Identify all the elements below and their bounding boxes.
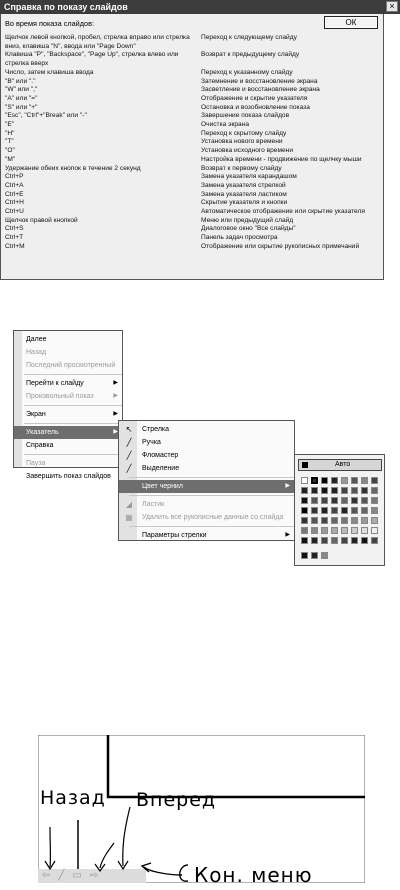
menu-item-label: Ручка [142,439,161,446]
shortcut-action: Установка исходного времени [201,147,293,155]
shortcut-row [5,156,383,165]
color-swatch[interactable] [311,507,318,514]
shortcut-action: Замена указателя стрелкой [201,181,286,189]
shortcut-key: "W" или "," [5,86,38,94]
previous-slide-icon[interactable]: ⇦ [42,870,51,881]
menu-item [14,346,122,359]
menu-item-label: Ластик [142,501,165,508]
shortcut-key: Число, затем клавиша ввода [5,68,94,76]
shortcut-row [5,95,383,104]
shortcut-row [5,225,383,234]
color-swatch[interactable] [301,477,308,484]
highlighter-icon: ╱ [126,464,132,473]
shortcut-key: Щелчок правой кнопкой [5,216,78,224]
pointer-submenu [118,420,295,541]
color-swatch[interactable] [301,527,308,534]
shortcut-row [5,173,383,182]
submenu-arrow-icon: ▶ [285,532,290,538]
color-swatch[interactable] [371,517,378,524]
shortcut-key: Клавиша "P", "Backspace", "Page Up", стрелка влево или стрелка вверх [5,51,179,68]
color-swatch[interactable] [351,487,358,494]
color-swatch[interactable] [331,507,338,514]
shortcut-key: Щелчок левой кнопкой, пробел, стрелка вправо или стрелка вниз, клавиша "N", ввода или "Page Down" [5,34,190,50]
color-swatch[interactable] [361,477,368,484]
auto-color-label: Авто [335,461,351,468]
auto-color-button[interactable] [298,459,382,471]
ink-color-palette [294,454,385,566]
shortcut-action: Затемнение и восстановление экрана [201,77,318,85]
end-menu-label: Кон. меню [194,863,313,887]
pen-tool-icon[interactable]: ╱ [58,870,65,881]
color-swatch[interactable] [321,497,328,504]
menu-item [14,359,122,372]
color-swatch[interactable] [311,477,318,484]
menu-item-label: Параметры стрелки [142,532,207,539]
color-swatch[interactable] [371,527,378,534]
color-swatch[interactable] [311,537,318,544]
menu-item [14,457,122,470]
color-swatch[interactable] [311,517,318,524]
color-swatch[interactable] [351,507,358,514]
color-swatch[interactable] [311,487,318,494]
recent-color-swatch[interactable] [301,552,308,559]
shortcut-key: "B" или "." [5,77,36,85]
menu-item[interactable] [119,480,294,493]
shortcut-row [5,86,383,95]
shortcut-key: "S" или "+" [5,103,38,111]
color-swatch[interactable] [301,507,308,514]
shortcut-action: Замена указателя карандашом [201,173,297,181]
color-swatch[interactable] [341,537,348,544]
close-button[interactable]: × [386,1,398,12]
shortcut-action: Диалоговое окно "Все слайды" [201,225,296,233]
color-swatch[interactable] [361,497,368,504]
shortcut-row [5,217,383,226]
felt-pen-icon: ╱ [126,451,132,460]
shortcut-row [5,112,383,121]
shortcut-action: Переход к скрытому слайду [201,129,287,137]
color-swatch[interactable] [331,527,338,534]
shortcut-row [5,165,383,174]
menu-item-label: Последний просмотренный [26,362,116,369]
menu-item[interactable] [119,529,294,542]
menu-separator [129,526,294,527]
color-swatch[interactable] [371,477,378,484]
menu-separator [24,423,122,424]
slide-show-toolbar [42,869,98,883]
menu-item-label: Экран [26,411,46,418]
menu-item[interactable] [14,333,122,346]
color-swatch[interactable] [341,487,348,494]
submenu-arrow-icon: ▶ [113,411,118,417]
shortcut-key: "M" [5,155,16,163]
slide-screen-annotation [38,735,365,887]
slide-show-context-menu [13,330,123,480]
shortcut-action: Остановка и возобновление показа [201,103,310,111]
menu-item-label: Назад [26,349,47,356]
menu-item[interactable] [14,408,122,421]
menu-separator [24,405,122,406]
pen-icon: ╱ [126,438,132,447]
shortcut-action: Меню или предыдущий слайд [201,216,294,224]
shortcut-row [5,69,383,78]
shortcut-row [5,199,383,208]
color-swatch[interactable] [371,487,378,494]
menu-item[interactable] [14,377,122,390]
color-swatch[interactable] [331,537,338,544]
shortcut-row [5,34,383,51]
shortcut-row [5,147,383,156]
menu-item[interactable] [119,449,294,462]
shortcut-key: Ctrl+S [5,225,24,233]
menu-item-label: Выделение [142,465,180,472]
ok-button[interactable]: ОК [324,16,378,29]
shortcut-key: Ctrl+E [5,190,24,198]
shortcut-row [5,121,383,130]
shortcut-action: Возврат к первому слайду [201,164,282,172]
menu-item[interactable] [14,470,122,483]
shortcut-row [5,138,383,147]
color-swatch[interactable] [341,477,348,484]
shortcut-key: Ctrl+P [5,173,24,181]
shortcut-action: Панель задач просмотра [201,234,278,242]
color-swatch[interactable] [351,497,358,504]
shortcut-key: Ctrl+T [5,234,24,242]
menu-separator [129,495,294,496]
menu-item-label: Пауза [26,460,46,467]
recent-color-swatch[interactable] [311,552,318,559]
color-swatch[interactable] [371,537,378,544]
color-swatch[interactable] [371,507,378,514]
color-swatch[interactable] [341,527,348,534]
shortcut-action: Возврат к предыдущему слайду [201,51,300,59]
menu-item-label: Справка [26,442,54,449]
shortcut-action: Завершение показа слайдов [201,112,290,120]
intro-text: Во время показа слайдов: [5,19,94,28]
color-swatch[interactable] [321,527,328,534]
color-swatch[interactable] [341,497,348,504]
shortcut-row [5,104,383,113]
menu-item-label: Стрелка [142,426,170,433]
shortcut-action: Засветление и восстановление экрана [201,86,320,94]
color-swatch[interactable] [361,517,368,524]
shortcut-row [5,208,383,217]
menu-item-label: Произвольный показ [26,393,94,400]
shortcut-key: Ctrl+U [5,208,24,216]
menu-item [119,511,294,524]
color-swatch[interactable] [311,497,318,504]
shortcut-action: Отображение и скрытие указателя [201,94,308,102]
menu-item-label: Далее [26,336,47,343]
color-swatch[interactable] [361,537,368,544]
submenu-arrow-icon: ▶ [113,429,118,435]
shortcut-row [5,243,383,252]
color-swatch[interactable] [361,487,368,494]
color-swatch[interactable] [321,477,328,484]
forward-label: Вперед [136,789,217,811]
submenu-arrow-icon: ▶ [113,380,118,386]
shortcut-key: "T" [5,138,14,146]
menu-item-label: Фломастер [142,452,179,459]
color-swatch[interactable] [301,497,308,504]
color-swatch[interactable] [301,487,308,494]
color-swatch[interactable] [331,517,338,524]
shortcut-list [5,34,383,252]
shortcut-key: "E" [5,121,15,129]
menu-icon[interactable]: ▭ [72,870,82,881]
shortcut-key: Удержание обеих кнопок в течение 2 секунд [5,164,141,172]
back-label: Назад [40,787,106,809]
color-swatch[interactable] [351,527,358,534]
recent-color-swatch[interactable] [321,552,328,559]
shortcut-action: Настройка времени - продвижение по щелчку мыши [201,155,362,163]
color-swatch[interactable] [351,477,358,484]
eraser-icon: ◢ [125,500,133,509]
shortcut-action: Очистка экрана [201,121,249,129]
submenu-arrow-icon: ▶ [285,483,290,489]
color-swatch[interactable] [301,537,308,544]
shortcut-row [5,191,383,200]
shortcut-key: "O" [5,147,15,155]
shortcut-key: Ctrl+H [5,199,24,207]
color-swatch[interactable] [331,497,338,504]
shortcut-key: "A" или "=" [5,94,38,102]
menu-item-label: Цвет чернил [142,483,183,490]
shortcut-action: Автоматическое отображение или скрытие указателя [201,208,365,216]
menu-item-label: Завершить показ слайдов [26,473,111,480]
menu-item[interactable] [14,426,122,439]
slide-show-help-dialog [0,0,395,280]
color-swatch[interactable] [331,477,338,484]
menu-item[interactable] [119,423,294,436]
color-swatch[interactable] [371,497,378,504]
auto-color-swatch [302,462,308,468]
shortcut-action: Переход к следующему слайду [201,34,297,41]
shortcut-key: Ctrl+M [5,242,25,250]
shortcut-row [5,78,383,87]
menu-item[interactable] [119,462,294,475]
color-swatch[interactable] [321,487,328,494]
color-swatch[interactable] [341,517,348,524]
erase-all-icon: ▦ [125,513,133,522]
color-swatch[interactable] [351,537,358,544]
shortcut-row [5,234,383,243]
menu-item [119,498,294,511]
arrow-pointer-icon: ↖ [125,425,133,434]
menu-item[interactable] [14,439,122,452]
shortcut-row [5,130,383,139]
next-slide-icon[interactable]: ⇨ [89,870,99,881]
shortcut-key: "H" [5,129,15,137]
color-swatch[interactable] [311,527,318,534]
color-swatch[interactable] [361,507,368,514]
color-swatch[interactable] [321,537,328,544]
shortcut-action: Скрытие указателя и кнопки [201,199,288,207]
shortcut-row [5,182,383,191]
color-swatch[interactable] [321,517,328,524]
shortcut-action: Переход к указанному слайду [201,68,293,76]
menu-separator [129,477,294,478]
shortcut-action: Замена указателя ластиком [201,190,287,198]
menu-item-label: Указатель [26,429,59,436]
color-swatch[interactable] [321,507,328,514]
color-swatch[interactable] [301,517,308,524]
menu-separator [24,374,122,375]
menu-item[interactable] [119,436,294,449]
shortcut-key: "Esc", "Ctrl"+"Break" или "-" [5,112,87,120]
shortcut-row [5,51,383,68]
dialog-title: Справка по показу слайдов [0,0,400,14]
menu-item-label: Перейти к слайду [26,380,84,387]
submenu-arrow-icon: ▶ [113,393,118,399]
shortcut-key: Ctrl+A [5,181,24,189]
color-swatch[interactable] [361,527,368,534]
color-swatch[interactable] [331,487,338,494]
color-swatch[interactable] [351,517,358,524]
menu-item [14,390,122,403]
color-swatch[interactable] [341,507,348,514]
menu-item-label: Удалить все рукописные данные со слайда [142,514,284,521]
shortcut-action: Установка нового времени [201,138,283,146]
shortcut-action: Отображение или скрытие рукописных примечаний [201,242,360,250]
menu-separator [24,454,122,455]
